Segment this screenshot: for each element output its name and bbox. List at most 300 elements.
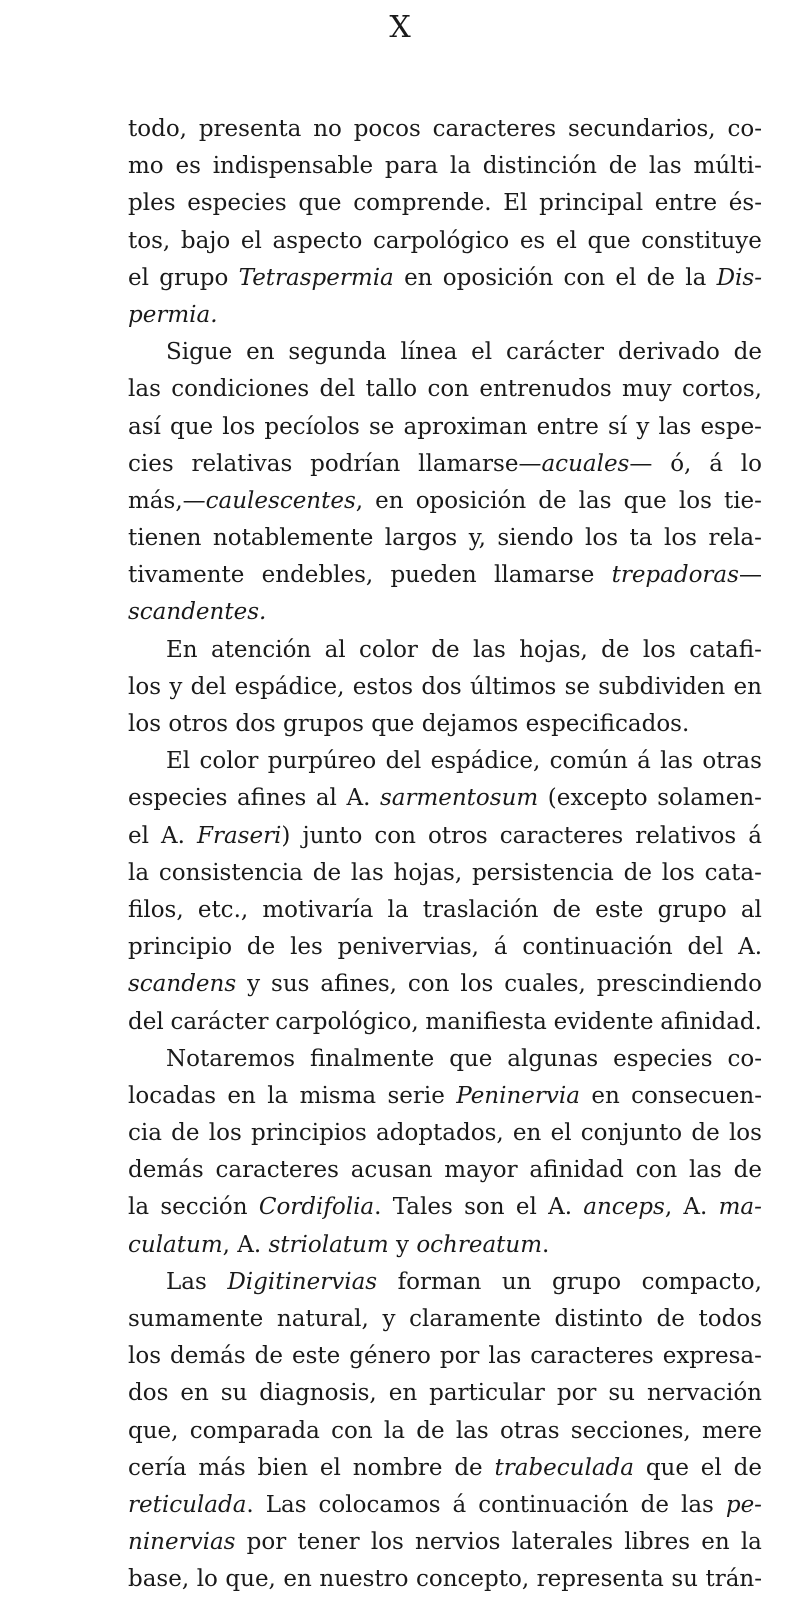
word: su	[608, 1380, 635, 1407]
word: presenta	[198, 116, 302, 142]
word: evidente	[553, 1008, 654, 1035]
word: les	[290, 934, 323, 961]
word: el	[700, 1454, 722, 1481]
word: largos	[384, 525, 458, 552]
word: principio	[128, 934, 233, 961]
word: espe-	[700, 413, 762, 440]
italic-word: trabeculada	[494, 1454, 634, 1481]
word: cería	[128, 1454, 187, 1481]
italic-text: ochreatum	[416, 1231, 543, 1258]
word: laterales	[511, 1529, 614, 1556]
word: demás	[128, 1157, 204, 1184]
word: claramente	[409, 1306, 541, 1332]
word: con	[374, 822, 416, 849]
word: estos	[352, 673, 414, 700]
word: comprende.	[353, 190, 492, 217]
word: por	[556, 1380, 597, 1407]
word: ,	[355, 487, 364, 514]
word: común	[549, 748, 628, 775]
word: penivervias,	[337, 934, 479, 961]
word: derivado	[617, 339, 720, 366]
word: atención	[210, 636, 312, 663]
word: cuales,	[504, 971, 586, 998]
word: del	[190, 673, 227, 700]
word: hojas,	[393, 859, 463, 886]
word: nervación	[646, 1380, 762, 1407]
italic-text: scandentes.	[128, 599, 267, 626]
word: afines,	[320, 971, 397, 998]
italic-text: striolatum	[268, 1231, 389, 1258]
word: con	[407, 971, 450, 998]
word: línea	[400, 339, 458, 366]
word: representa	[536, 1566, 664, 1593]
word: El	[166, 748, 191, 775]
word: sección	[160, 1194, 248, 1221]
word: la	[128, 1194, 150, 1221]
word: espádice,	[430, 748, 541, 775]
word: diagnosis,	[259, 1380, 377, 1407]
word: solamen-	[657, 785, 762, 812]
word: de	[733, 1454, 762, 1481]
text: , A.	[222, 1231, 269, 1258]
italic-word: reticulada	[128, 1491, 247, 1518]
word: en	[591, 1082, 620, 1109]
word: los	[208, 1120, 242, 1147]
word: del	[385, 748, 422, 775]
word: adoptados,	[376, 1120, 504, 1147]
word: afinidad.	[660, 1008, 762, 1035]
word: de	[431, 636, 460, 663]
word: —	[629, 450, 653, 477]
word: de	[454, 1454, 483, 1481]
text-line	[128, 483, 762, 520]
word: Notaremos	[166, 1045, 295, 1072]
word: trán-	[705, 1566, 762, 1593]
word: las	[455, 1417, 489, 1444]
text-line	[128, 1450, 762, 1487]
word: (excepto	[547, 785, 648, 812]
word: co-	[727, 116, 762, 142]
text-line	[128, 185, 762, 222]
word: afinidad	[529, 1157, 624, 1184]
word: ples	[128, 190, 176, 217]
word: mere	[701, 1417, 762, 1444]
text-line	[128, 669, 762, 706]
word: oposición	[415, 487, 527, 514]
word: las	[578, 487, 612, 514]
text-line	[128, 1375, 762, 1412]
word: en	[283, 1566, 312, 1593]
italic-text: permia.	[128, 301, 218, 328]
word: distinto	[554, 1306, 643, 1332]
word: este	[291, 1343, 341, 1370]
word: dos	[421, 673, 462, 700]
word: relativos	[635, 822, 737, 849]
word: persistencia	[471, 859, 614, 886]
word: grupo	[159, 264, 229, 291]
word: últimos	[470, 673, 557, 700]
word: y,	[468, 525, 486, 552]
word: las	[680, 1491, 714, 1518]
word: catafi-	[689, 636, 762, 663]
word: tie-	[723, 487, 762, 514]
word: ó,	[670, 450, 692, 477]
word: sus	[271, 971, 310, 998]
word: su	[220, 1380, 248, 1407]
word: el	[515, 1194, 537, 1221]
word: á	[748, 822, 762, 849]
word: y	[382, 1306, 396, 1332]
text-line	[128, 111, 762, 148]
text-line	[128, 334, 762, 371]
word: la	[383, 1417, 405, 1444]
page-number: X	[389, 10, 412, 45]
word: especies	[613, 1045, 713, 1072]
word: siendo	[497, 525, 574, 552]
word: A.	[161, 822, 185, 849]
word: los	[642, 636, 676, 663]
word: de	[733, 339, 762, 366]
italic-word: sarmentosum	[379, 785, 539, 812]
word: los	[728, 1120, 762, 1147]
text-line	[128, 1227, 762, 1264]
word: para	[384, 153, 439, 180]
text-line	[128, 706, 762, 743]
word: traslación	[422, 896, 539, 923]
word: la	[740, 1529, 762, 1556]
word: otras	[499, 1417, 560, 1444]
word: principal	[539, 190, 644, 217]
word: carácter	[505, 339, 604, 366]
word: son	[464, 1194, 505, 1221]
text-line	[128, 520, 762, 557]
italic-word: Cordifolia	[258, 1194, 375, 1221]
italic-word: trepadoras	[611, 562, 739, 589]
word: de	[254, 1343, 283, 1370]
word: finalmente	[309, 1045, 435, 1072]
word: del	[319, 376, 356, 403]
word: así	[128, 413, 161, 440]
word: los	[370, 1529, 404, 1556]
word: conjunto	[580, 1120, 683, 1147]
word: pueden	[390, 562, 477, 589]
word: las	[648, 153, 682, 180]
word: segunda	[288, 339, 387, 366]
word: entre	[654, 190, 718, 217]
text-line	[128, 966, 762, 1003]
word: afines	[236, 785, 307, 812]
word: .	[246, 1491, 254, 1518]
word: el	[128, 264, 149, 291]
text-line	[128, 1524, 762, 1561]
word: consistencia	[158, 859, 303, 886]
text-line	[128, 780, 762, 817]
word: se	[368, 413, 395, 440]
text-line	[128, 1301, 762, 1338]
text-line	[128, 1152, 762, 1189]
italic-word: anceps	[583, 1194, 665, 1221]
word: A.	[548, 1194, 572, 1221]
word: Tales	[392, 1194, 453, 1221]
word: la	[449, 153, 471, 180]
word: caracteres	[530, 1343, 654, 1370]
word: en	[388, 1380, 418, 1407]
word: comparada	[189, 1417, 320, 1444]
word: color	[199, 748, 259, 775]
word: múlti-	[693, 153, 762, 180]
word: llamarse—	[418, 450, 542, 477]
text-line	[128, 1338, 762, 1375]
word: consecuen-	[631, 1082, 762, 1109]
italic-text: culatum	[128, 1231, 223, 1258]
word: género	[349, 1343, 431, 1370]
word: podrían	[310, 450, 401, 477]
word: expresa-	[662, 1343, 762, 1370]
word: libres	[624, 1529, 691, 1556]
word: las	[660, 748, 694, 775]
text-line	[128, 148, 762, 185]
word: mayor	[444, 1157, 518, 1184]
word: grupo	[552, 1268, 622, 1295]
word: las	[472, 636, 506, 663]
word: ,	[664, 1194, 673, 1221]
word: la	[128, 859, 150, 886]
word: que	[645, 1454, 689, 1481]
word: continuación	[522, 934, 673, 961]
word: con	[331, 1417, 373, 1444]
word: al	[740, 896, 762, 923]
word: que,	[225, 1566, 276, 1593]
word: tener	[297, 1529, 360, 1556]
word: espádice,	[234, 673, 345, 700]
word: por	[246, 1529, 287, 1556]
word: que,	[128, 1417, 179, 1444]
word: grupo	[657, 896, 727, 923]
word: és-	[728, 190, 762, 217]
word: forman	[397, 1268, 482, 1295]
word: los	[460, 971, 494, 998]
word: cia	[128, 1120, 162, 1147]
word: etc.,	[197, 896, 249, 923]
word: bien	[257, 1454, 309, 1481]
word: de	[246, 934, 276, 961]
word: En	[166, 636, 198, 663]
text-line	[128, 557, 762, 594]
text-line	[128, 1264, 762, 1301]
word: ta	[629, 525, 653, 552]
word: tivamente	[128, 562, 245, 589]
text: y	[388, 1231, 417, 1258]
word: los	[128, 673, 162, 700]
word: sumamente	[128, 1306, 264, 1332]
word: A.	[738, 934, 762, 961]
word: lo	[740, 450, 762, 477]
word: cata-	[704, 859, 762, 886]
word: la	[267, 1082, 289, 1109]
word: los	[128, 1343, 162, 1370]
word: lo	[196, 1566, 218, 1593]
word: en	[180, 1380, 209, 1407]
word: los	[585, 525, 619, 552]
word: se	[564, 673, 590, 700]
word: caracteres	[499, 822, 624, 849]
word: que	[587, 227, 631, 254]
word: de	[733, 1157, 762, 1184]
word: á	[637, 748, 651, 775]
word: por	[439, 1343, 480, 1370]
text-line	[128, 632, 762, 669]
word: serie	[387, 1082, 445, 1109]
word: purpúreo	[267, 748, 377, 775]
word: manifiesta	[425, 1008, 547, 1035]
word: las	[658, 413, 692, 440]
italic-word: ninervias	[128, 1529, 236, 1556]
italic-word: Peninervia	[456, 1082, 580, 1109]
word: que	[170, 413, 214, 440]
word: color	[359, 636, 418, 663]
word: motivaría	[262, 896, 374, 923]
word: de	[608, 153, 638, 180]
word: constituye	[641, 227, 762, 254]
word: entrenudos	[479, 376, 612, 403]
text-line	[128, 1561, 762, 1598]
word: El	[503, 190, 528, 217]
word: Sigue	[166, 339, 233, 366]
text-line	[128, 892, 762, 929]
text: los otros dos grupos que dejamos especificados.	[128, 711, 690, 737]
word: las	[488, 1343, 522, 1370]
italic-word: scandens	[128, 971, 237, 998]
word: oposición	[442, 264, 554, 291]
word: A.	[683, 1194, 708, 1221]
text: .	[542, 1231, 550, 1258]
word: misma	[299, 1082, 377, 1109]
word: este	[595, 896, 644, 923]
word: otros	[427, 822, 488, 849]
word: de	[416, 1417, 445, 1444]
word: de	[312, 859, 342, 886]
word: á	[709, 450, 723, 477]
word: caracteres	[432, 116, 557, 142]
word: demás	[170, 1343, 246, 1370]
word: filos,	[128, 896, 184, 923]
word: y	[169, 673, 183, 700]
word: al	[315, 785, 337, 812]
word: un	[501, 1268, 532, 1295]
word: colocamos	[318, 1491, 441, 1518]
word: mo	[128, 153, 164, 180]
word: relativas	[191, 450, 293, 477]
word: compacto,	[641, 1268, 762, 1295]
word: bajo	[180, 227, 231, 254]
word: el	[240, 227, 262, 254]
word: del	[687, 934, 724, 961]
word: su	[671, 1566, 698, 1593]
word: aproximan	[403, 413, 528, 440]
word: particular	[429, 1380, 545, 1407]
word: del	[128, 1008, 164, 1035]
text-line	[128, 855, 762, 892]
italic-word: Fraseri	[196, 822, 282, 849]
word: el	[128, 822, 149, 849]
word: los	[222, 413, 256, 440]
word: prescindiendo	[596, 971, 762, 998]
word: el	[615, 264, 637, 291]
word: el	[550, 1120, 572, 1147]
text-line	[128, 1041, 762, 1078]
word: otras	[702, 748, 762, 775]
word: los	[663, 525, 697, 552]
word: más	[198, 1454, 246, 1481]
word: continuación	[478, 1491, 629, 1518]
word: en	[375, 487, 404, 514]
word: condiciones	[171, 376, 310, 403]
word: carácter	[170, 1008, 269, 1035]
word: tallo	[365, 376, 418, 403]
word: el	[555, 227, 577, 254]
word: á	[452, 1491, 467, 1518]
word: y	[247, 971, 261, 998]
word: secciones,	[570, 1417, 691, 1444]
word: las	[128, 376, 161, 403]
word: en	[701, 1529, 730, 1556]
word: á	[493, 934, 508, 961]
text-line	[128, 818, 762, 855]
word: locadas	[128, 1082, 217, 1109]
word: Las	[265, 1491, 307, 1518]
word: pecíolos	[264, 413, 360, 440]
word: secundarios,	[567, 116, 716, 142]
text-line	[128, 446, 762, 483]
text-line	[128, 223, 762, 260]
word: que	[298, 190, 342, 217]
word: de	[656, 1306, 685, 1332]
word: cortos,	[682, 376, 762, 403]
word: de	[646, 264, 675, 291]
word: en	[404, 264, 433, 291]
word: que	[623, 487, 667, 514]
text-line	[128, 260, 762, 297]
word: nombre	[352, 1454, 443, 1481]
word: las	[350, 859, 384, 886]
word: nervios	[415, 1529, 501, 1556]
text-line	[128, 594, 762, 631]
word: )	[281, 822, 291, 849]
word: las	[688, 1157, 722, 1184]
text-line	[128, 929, 762, 966]
italic-word: ma-	[718, 1194, 762, 1221]
word: con	[563, 264, 606, 291]
italic-word: Digitinervias	[227, 1268, 378, 1295]
word: en	[227, 1082, 256, 1109]
word: carpológico	[373, 227, 510, 254]
word: concepto,	[415, 1566, 530, 1593]
text-line	[128, 1413, 762, 1450]
italic-word: Tetraspermia	[238, 264, 394, 291]
word: de	[171, 1120, 200, 1147]
word: todo,	[128, 116, 187, 142]
word: especies	[187, 190, 287, 217]
word: distinción	[482, 153, 597, 180]
word: con	[635, 1157, 678, 1184]
word: en	[512, 1120, 542, 1147]
text-line	[128, 297, 762, 334]
word: pocos	[353, 116, 421, 142]
word: la	[387, 896, 409, 923]
word: co-	[727, 1045, 762, 1072]
word: de	[691, 1120, 720, 1147]
word: de	[538, 487, 567, 514]
